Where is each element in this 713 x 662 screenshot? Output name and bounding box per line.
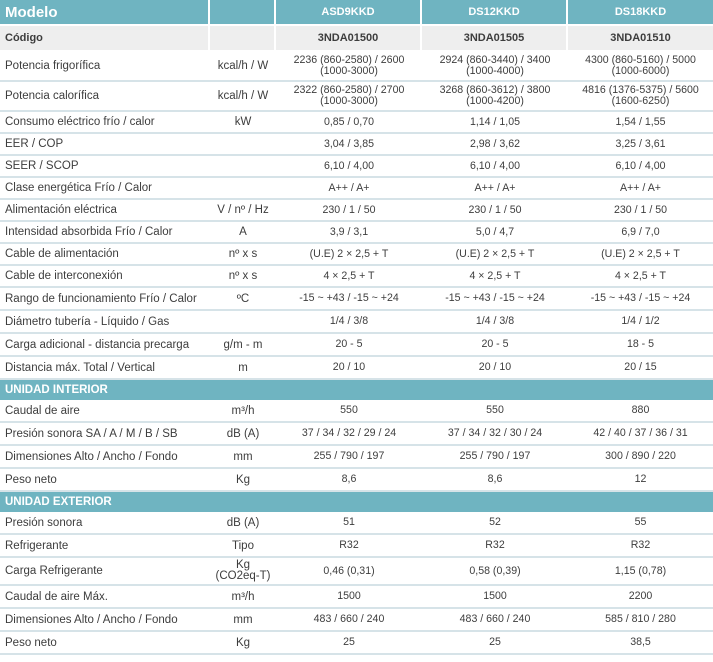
spec-value: 3,25 / 3,61 bbox=[568, 134, 713, 156]
spec-label: Caudal de aire Máx. bbox=[0, 586, 210, 609]
spec-unit: kcal/h / W bbox=[210, 82, 276, 112]
code-unit bbox=[210, 26, 276, 52]
spec-value: 20 - 5 bbox=[422, 334, 568, 357]
spec-label: Caudal de aire bbox=[0, 400, 210, 423]
spec-value: 300 / 890 / 220 bbox=[568, 446, 713, 469]
code-value: 3NDA01505 bbox=[422, 26, 568, 52]
spec-value: 230 / 1 / 50 bbox=[568, 200, 713, 222]
spec-row bbox=[0, 400, 713, 423]
spec-value: 18 - 5 bbox=[568, 334, 713, 357]
outdoor-section-header bbox=[0, 492, 713, 512]
spec-unit: Tipo bbox=[210, 535, 276, 558]
spec-unit: dB (A) bbox=[210, 512, 276, 535]
spec-label: Potencia calorífica bbox=[0, 82, 210, 112]
spec-label: Cable de alimentación bbox=[0, 244, 210, 266]
spec-value: 483 / 660 / 240 bbox=[276, 609, 422, 632]
spec-unit: nº x s bbox=[210, 244, 276, 266]
spec-unit bbox=[210, 156, 276, 178]
spec-value: R32 bbox=[276, 535, 422, 558]
spec-unit: A bbox=[210, 222, 276, 244]
spec-row bbox=[0, 632, 713, 655]
spec-value: R32 bbox=[568, 535, 713, 558]
spec-value: 2200 bbox=[568, 586, 713, 609]
spec-value: 6,10 / 4,00 bbox=[276, 156, 422, 178]
spec-value: 8,6 bbox=[422, 469, 568, 492]
spec-unit: V / nº / Hz bbox=[210, 200, 276, 222]
spec-row bbox=[0, 156, 713, 178]
spec-row bbox=[0, 469, 713, 492]
model-header-ds12kkd: DS12KKD bbox=[422, 0, 568, 26]
spec-unit bbox=[210, 178, 276, 200]
spec-value: (U.E) 2 × 2,5 + T bbox=[276, 244, 422, 266]
spec-value: 37 / 34 / 32 / 30 / 24 bbox=[422, 423, 568, 446]
spec-label: Cable de interconexión bbox=[0, 266, 210, 288]
spec-value: 20 / 10 bbox=[422, 357, 568, 380]
spec-row bbox=[0, 266, 713, 288]
spec-row bbox=[0, 200, 713, 222]
spec-value: 230 / 1 / 50 bbox=[276, 200, 422, 222]
spec-row bbox=[0, 112, 713, 134]
spec-row bbox=[0, 52, 713, 82]
spec-label: Clase energética Frío / Calor bbox=[0, 178, 210, 200]
spec-row bbox=[0, 423, 713, 446]
code-value: 3NDA01500 bbox=[276, 26, 422, 52]
spec-value: 0,85 / 0,70 bbox=[276, 112, 422, 134]
spec-value: (U.E) 2 × 2,5 + T bbox=[422, 244, 568, 266]
spec-value: 3,04 / 3,85 bbox=[276, 134, 422, 156]
spec-row bbox=[0, 586, 713, 609]
spec-unit bbox=[210, 134, 276, 156]
spec-unit: kcal/h / W bbox=[210, 52, 276, 82]
model-header-asd9kkd: ASD9KKD bbox=[276, 0, 422, 26]
spec-row bbox=[0, 535, 713, 558]
spec-row bbox=[0, 134, 713, 156]
spec-label: Carga Refrigerante bbox=[0, 558, 210, 586]
spec-value: -15 ~ +43 / -15 ~ +24 bbox=[568, 288, 713, 311]
spec-unit bbox=[210, 311, 276, 334]
spec-value: 5,0 / 4,7 bbox=[422, 222, 568, 244]
spec-value: A++ / A+ bbox=[422, 178, 568, 200]
spec-value: 1,14 / 1,05 bbox=[422, 112, 568, 134]
model-header-row bbox=[0, 0, 713, 26]
spec-label: Intensidad absorbida Frío / Calor bbox=[0, 222, 210, 244]
spec-value: 37 / 34 / 32 / 29 / 24 bbox=[276, 423, 422, 446]
spec-value: 585 / 810 / 280 bbox=[568, 609, 713, 632]
model-header-ds18kkd: DS18KKD bbox=[568, 0, 713, 26]
spec-value: 255 / 790 / 197 bbox=[422, 446, 568, 469]
spec-label: Refrigerante bbox=[0, 535, 210, 558]
spec-value: 4 × 2,5 + T bbox=[422, 266, 568, 288]
spec-value: 6,10 / 4,00 bbox=[568, 156, 713, 178]
spec-label: Alimentación eléctrica bbox=[0, 200, 210, 222]
spec-unit: Kg bbox=[210, 469, 276, 492]
spec-value: 550 bbox=[276, 400, 422, 423]
code-value: 3NDA01510 bbox=[568, 26, 713, 52]
spec-label: Peso neto bbox=[0, 632, 210, 655]
code-row bbox=[0, 26, 713, 52]
spec-value: 1/4 / 3/8 bbox=[276, 311, 422, 334]
spec-value: 38,5 bbox=[568, 632, 713, 655]
spec-value: 2322 (860-2580) / 2700 (1000-3000) bbox=[276, 82, 422, 112]
spec-value: 25 bbox=[276, 632, 422, 655]
spec-value: 0,46 (0,31) bbox=[276, 558, 422, 586]
spec-row bbox=[0, 558, 713, 586]
spec-unit: dB (A) bbox=[210, 423, 276, 446]
spec-value: 1/4 / 1/2 bbox=[568, 311, 713, 334]
spec-unit: ºC bbox=[210, 288, 276, 311]
spec-label: Rango de funcionamiento Frío / Calor bbox=[0, 288, 210, 311]
spec-value: 52 bbox=[422, 512, 568, 535]
spec-unit: m³/h bbox=[210, 400, 276, 423]
spec-value: (U.E) 2 × 2,5 + T bbox=[568, 244, 713, 266]
spec-unit: Kg bbox=[210, 632, 276, 655]
spec-row bbox=[0, 609, 713, 632]
spec-value: 4300 (860-5160) / 5000 (1000-6000) bbox=[568, 52, 713, 82]
spec-unit: kW bbox=[210, 112, 276, 134]
spec-row bbox=[0, 334, 713, 357]
spec-value: A++ / A+ bbox=[276, 178, 422, 200]
spec-value: 255 / 790 / 197 bbox=[276, 446, 422, 469]
spec-unit: m³/h bbox=[210, 586, 276, 609]
spec-value: 1500 bbox=[422, 586, 568, 609]
spec-row bbox=[0, 178, 713, 200]
spec-unit: Kg (CO2eq-T) bbox=[210, 558, 276, 586]
spec-value: -15 ~ +43 / -15 ~ +24 bbox=[276, 288, 422, 311]
spec-unit: mm bbox=[210, 446, 276, 469]
spec-value: 550 bbox=[422, 400, 568, 423]
spec-value: 8,6 bbox=[276, 469, 422, 492]
spec-label: SEER / SCOP bbox=[0, 156, 210, 178]
model-header-title: Modelo bbox=[0, 0, 210, 26]
spec-value: 4816 (1376-5375) / 5600 (1600-6250) bbox=[568, 82, 713, 112]
spec-unit: g/m - m bbox=[210, 334, 276, 357]
spec-label: Dimensiones Alto / Ancho / Fondo bbox=[0, 446, 210, 469]
spec-value: 51 bbox=[276, 512, 422, 535]
spec-value: 880 bbox=[568, 400, 713, 423]
spec-label: Potencia frigorífica bbox=[0, 52, 210, 82]
spec-row bbox=[0, 244, 713, 266]
spec-value: 1/4 / 3/8 bbox=[422, 311, 568, 334]
spec-value: 6,10 / 4,00 bbox=[422, 156, 568, 178]
spec-label: Diámetro tubería - Líquido / Gas bbox=[0, 311, 210, 334]
spec-value: 483 / 660 / 240 bbox=[422, 609, 568, 632]
spec-unit: mm bbox=[210, 609, 276, 632]
spec-value: 20 - 5 bbox=[276, 334, 422, 357]
spec-label: Consumo eléctrico frío / calor bbox=[0, 112, 210, 134]
spec-label: Distancia máx. Total / Vertical bbox=[0, 357, 210, 380]
spec-value: 3,9 / 3,1 bbox=[276, 222, 422, 244]
indoor-section-header bbox=[0, 380, 713, 400]
spec-label: EER / COP bbox=[0, 134, 210, 156]
spec-value: 25 bbox=[422, 632, 568, 655]
spec-label: Dimensiones Alto / Ancho / Fondo bbox=[0, 609, 210, 632]
spec-value: 230 / 1 / 50 bbox=[422, 200, 568, 222]
spec-value: 12 bbox=[568, 469, 713, 492]
spec-value: 3268 (860-3612) / 3800 (1000-4200) bbox=[422, 82, 568, 112]
spec-value: 42 / 40 / 37 / 36 / 31 bbox=[568, 423, 713, 446]
spec-label: Carga adicional - distancia precarga bbox=[0, 334, 210, 357]
spec-value: A++ / A+ bbox=[568, 178, 713, 200]
spec-row bbox=[0, 222, 713, 244]
outdoor-section-title: UNIDAD EXTERIOR bbox=[0, 492, 713, 512]
spec-value: 6,9 / 7,0 bbox=[568, 222, 713, 244]
spec-value: R32 bbox=[422, 535, 568, 558]
spec-row bbox=[0, 357, 713, 380]
spec-unit: nº x s bbox=[210, 266, 276, 288]
spec-row bbox=[0, 311, 713, 334]
spec-value: 2236 (860-2580) / 2600 (1000-3000) bbox=[276, 52, 422, 82]
spec-row bbox=[0, 446, 713, 469]
spec-label: Presión sonora bbox=[0, 512, 210, 535]
spec-value: 55 bbox=[568, 512, 713, 535]
indoor-section-title: UNIDAD INTERIOR bbox=[0, 380, 713, 400]
spec-row bbox=[0, 82, 713, 112]
code-label: Código bbox=[0, 26, 210, 52]
spec-value: -15 ~ +43 / -15 ~ +24 bbox=[422, 288, 568, 311]
unit-header bbox=[210, 0, 276, 26]
spec-value: 2924 (860-3440) / 3400 (1000-4000) bbox=[422, 52, 568, 82]
spec-value: 4 × 2,5 + T bbox=[568, 266, 713, 288]
spec-value: 20 / 10 bbox=[276, 357, 422, 380]
spec-label: Peso neto bbox=[0, 469, 210, 492]
spec-value: 1500 bbox=[276, 586, 422, 609]
spec-value: 1,54 / 1,55 bbox=[568, 112, 713, 134]
spec-row bbox=[0, 512, 713, 535]
spec-value: 2,98 / 3,62 bbox=[422, 134, 568, 156]
spec-row bbox=[0, 288, 713, 311]
spec-unit: m bbox=[210, 357, 276, 380]
spec-value: 1,15 (0,78) bbox=[568, 558, 713, 586]
spec-value: 20 / 15 bbox=[568, 357, 713, 380]
spec-label: Presión sonora SA / A / M / B / SB bbox=[0, 423, 210, 446]
spec-value: 0,58 (0,39) bbox=[422, 558, 568, 586]
spec-value: 4 × 2,5 + T bbox=[276, 266, 422, 288]
